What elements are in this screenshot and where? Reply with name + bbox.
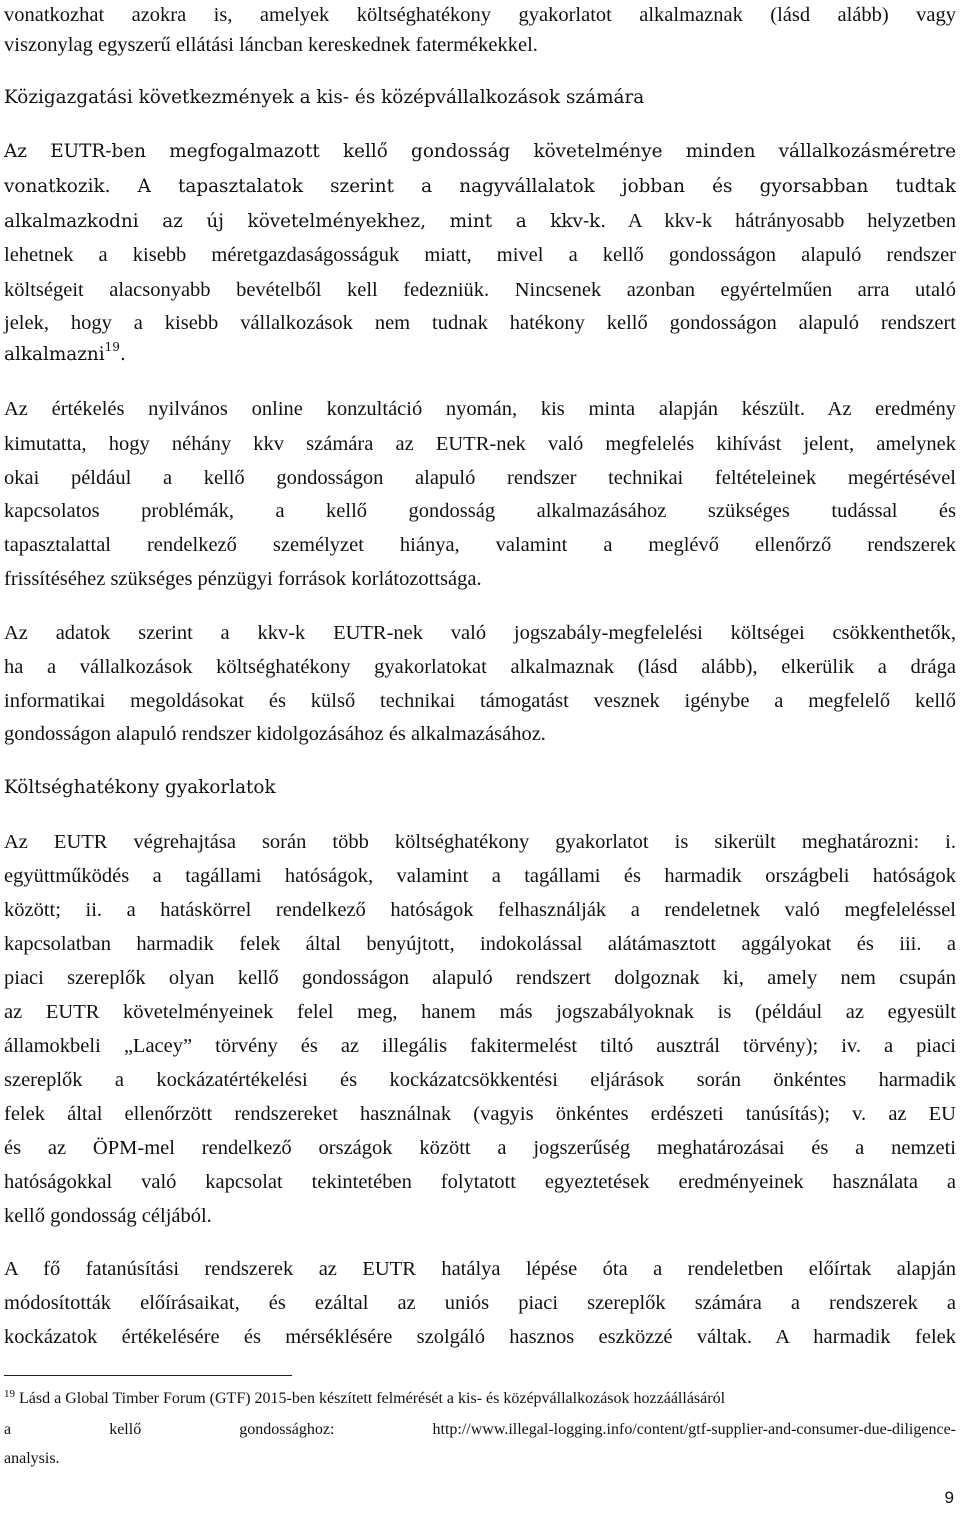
text-line: kellő gondosság céljából.	[4, 1205, 212, 1227]
text-line: együttműködés a tagállami hatóságok, valamint a tagállami és harmadik országbeli hatóságok	[4, 865, 956, 887]
text-line: jelek, hogy a kisebb vállalkozások nem tudnak hatékony kellő gondosságon alapuló rendszert	[4, 312, 956, 334]
text-line: A fő fatanúsítási rendszerek az EUTR hatálya lépése óta a rendeletben előírtak alapján	[4, 1258, 956, 1280]
text-line: államokbeli „Lacey” törvény és az illegális fakitermelést tiltó ausztrál törvény); iv. a piaci	[4, 1035, 956, 1057]
text-line: Közigazgatási következmények a kis- és középvállalkozások számára	[4, 87, 645, 108]
text-line: kapcsolatban harmadik felek által benyújtott, indokolással alátámasztott aggályokat és iii. a	[4, 933, 956, 955]
text-line: alkalmazni$^{19}$.	[4, 340, 126, 365]
text-line: felek által ellenőrzött rendszereket használnak (vagyis önkéntes erdészeti tanúsítás); v. az EU	[4, 1103, 956, 1125]
text-line: szereplők a kockázatértékelési és kockázatcsökkentési eljárások során önkéntes harmadik	[4, 1069, 956, 1091]
text-line: Az értékelés nyilvános online konzultáció nyomán, kis minta alapján készült. Az eredmény	[4, 398, 956, 420]
text-line: Költséghatékony gyakorlatok	[4, 777, 276, 798]
text-line: alkalmazkodni az új követelményekhez, mint a kkv-k. A kkv-k hátrányosabb helyzetben	[4, 210, 957, 232]
text-line: gondosságon alapuló rendszer kidolgozásához és alkalmazásához.	[4, 723, 546, 745]
text-line: ha a vállalkozások költséghatékony gyakorlatokat alkalmaznak (lásd alább), elkerülik a drága	[4, 656, 956, 678]
footnote-mark: 19	[4, 1388, 15, 1400]
footnote-line	[4, 1387, 956, 1411]
text-line: okai például a kellő gondosságon alapuló rendszer technikai feltételeinek megértésével	[4, 467, 956, 489]
text-line: között; ii. a hatáskörrel rendelkező hatóságok felhasználják a rendeletnek való megfeleléssel	[4, 899, 956, 921]
text-line: frissítéséhez szükséges pénzügyi források korlátozottsága.	[4, 568, 482, 590]
text-line: informatikai megoldásokat és külső technikai támogatást vesznek igénybe a megfelelő kellő	[4, 690, 956, 712]
text-line: Az EUTR-ben megfogalmazott kellő gondosság követelménye minden vállalkozásméretre	[4, 141, 956, 162]
text-line: vonatkozik. A tapasztalatok szerint a nagyvállalatok jobban és gyorsabban tudtak	[4, 176, 956, 197]
footnote-line: analysis.	[4, 1450, 60, 1467]
text-line: kimutatta, hogy néhány kkv számára az EUTR-nek való megfelelés kihívást jelent, amelynek	[4, 433, 956, 455]
footnote-separator	[4, 1375, 292, 1376]
text-line: költségeit alacsonyabb bevételből kell fedezniük. Nincsenek azonban egyértelműen arra utaló	[4, 279, 956, 301]
text-line: kapcsolatos problémák, a kellő gondosság alkalmazásához szükséges tudással és	[4, 500, 956, 522]
text-line: az EUTR követelményeinek felel meg, hanem más jogszabályoknak is (például az egyesült	[4, 1001, 956, 1023]
text-line: hatóságokkal való kapcsolat tekintetében folytatott egyeztetések eredményeinek használata a	[4, 1171, 956, 1193]
text-line: és az ÖPM-mel rendelkező országok között a jogszerűség meghatározásai és a nemzeti	[4, 1137, 956, 1159]
text-line: tapasztalattal rendelkező személyzet hiánya, valamint a meglévő ellenőrző rendszerek	[4, 534, 956, 556]
footnote-reference: 19	[104, 340, 120, 354]
text-line: módosították előírásaikat, és ezáltal az uniós piaci szereplők számára a rendszerek a	[4, 1292, 956, 1314]
text-line: vonatkozhat azokra is, amelyek költséghatékony gyakorlatot alkalmaznak (lásd alább) vagy	[4, 4, 956, 26]
footnote-text: Lásd a Global Timber Forum (GTF) 2015-ben készített felmérését a kis- és középvállalkozások hozzáállásáról	[19, 1390, 726, 1407]
text-line: lehetnek a kisebb méretgazdaságosságuk miatt, mivel a kellő gondosságon alapuló rendszer	[4, 244, 956, 266]
page-number: 9	[944, 1488, 954, 1507]
text-line: Az adatok szerint a kkv-k EUTR-nek való jogszabály-megfelelési költségei csökkenthetők,	[4, 622, 956, 644]
text-line: piaci szereplők olyan kellő gondosságon alapuló rendszert dolgoznak ki, amely nem csupán	[4, 967, 956, 989]
text-line: Az EUTR végrehajtása során több költséghatékony gyakorlatot is sikerült meghatározni: i.	[4, 831, 956, 853]
text-line: kockázatok értékelésére és mérséklésére szolgáló hasznos eszközzé váltak. A harmadik felek	[4, 1326, 956, 1348]
text-line: viszonylag egyszerű ellátási láncban kereskednek fatermékekkel.	[4, 34, 538, 56]
footnote-line: a kellő gondossághoz: http://www.illegal-logging.info/content/gtf-supplier-and-consumer-due-diligence-	[4, 1421, 956, 1438]
